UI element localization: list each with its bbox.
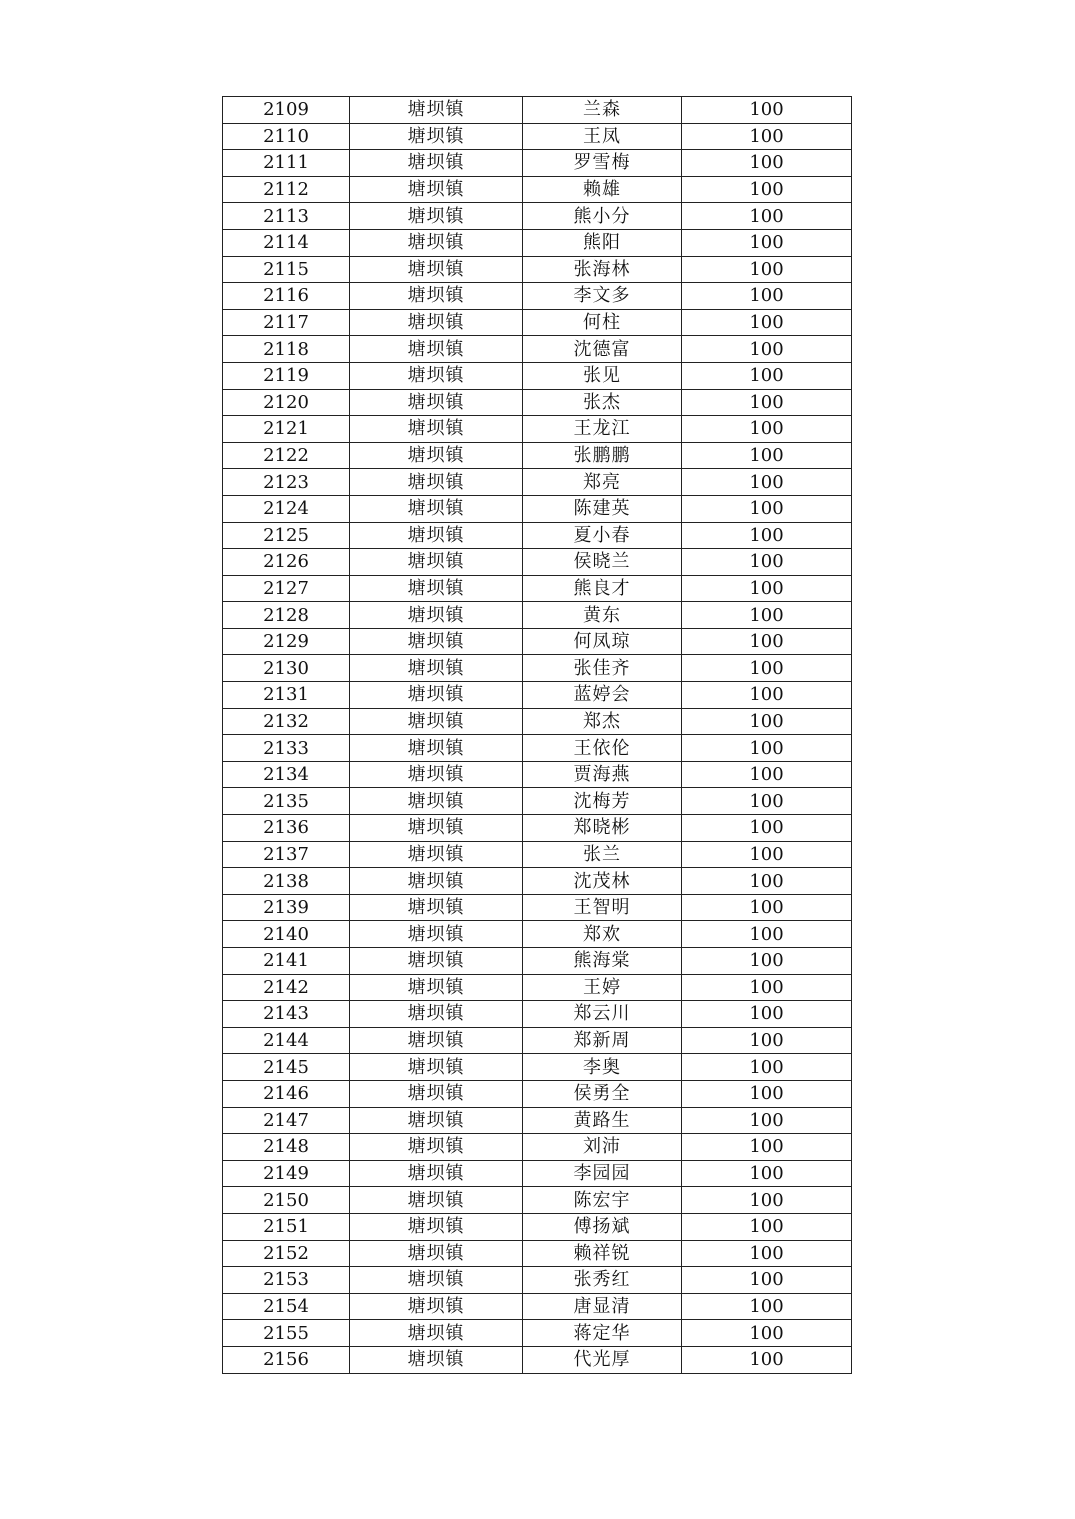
row-number-cell: 2138 xyxy=(223,868,350,895)
town-cell: 塘坝镇 xyxy=(350,283,523,310)
amount-cell: 100 xyxy=(682,123,852,150)
person-name-cell: 何柱 xyxy=(523,309,682,336)
row-number-cell: 2139 xyxy=(223,894,350,921)
row-number-cell: 2133 xyxy=(223,735,350,762)
row-number-cell: 2131 xyxy=(223,682,350,709)
person-name-cell: 黄路生 xyxy=(523,1107,682,1134)
row-number-cell: 2148 xyxy=(223,1134,350,1161)
town-cell: 塘坝镇 xyxy=(350,575,523,602)
table-row xyxy=(223,522,852,549)
town-cell: 塘坝镇 xyxy=(350,150,523,177)
row-number-cell: 2143 xyxy=(223,1001,350,1028)
table-row xyxy=(223,841,852,868)
row-number-cell: 2156 xyxy=(223,1346,350,1373)
row-number-cell: 2130 xyxy=(223,655,350,682)
amount-cell: 100 xyxy=(682,841,852,868)
town-cell: 塘坝镇 xyxy=(350,894,523,921)
table-row xyxy=(223,708,852,735)
row-number-cell: 2128 xyxy=(223,602,350,629)
person-name-cell: 郑杰 xyxy=(523,708,682,735)
table-row xyxy=(223,894,852,921)
table-row xyxy=(223,602,852,629)
town-cell: 塘坝镇 xyxy=(350,495,523,522)
person-name-cell: 郑新周 xyxy=(523,1027,682,1054)
amount-cell: 100 xyxy=(682,1134,852,1161)
person-name-cell: 王智明 xyxy=(523,894,682,921)
amount-cell: 100 xyxy=(682,389,852,416)
person-name-cell: 熊小分 xyxy=(523,203,682,230)
person-name-cell: 沈德富 xyxy=(523,336,682,363)
town-cell: 塘坝镇 xyxy=(350,788,523,815)
town-cell: 塘坝镇 xyxy=(350,229,523,256)
roster-table-body xyxy=(223,97,852,1374)
town-cell: 塘坝镇 xyxy=(350,682,523,709)
amount-cell: 100 xyxy=(682,97,852,124)
amount-cell: 100 xyxy=(682,815,852,842)
amount-cell: 100 xyxy=(682,469,852,496)
town-cell: 塘坝镇 xyxy=(350,628,523,655)
table-row xyxy=(223,1080,852,1107)
row-number-cell: 2113 xyxy=(223,203,350,230)
amount-cell: 100 xyxy=(682,1054,852,1081)
table-row xyxy=(223,761,852,788)
amount-cell: 100 xyxy=(682,522,852,549)
row-number-cell: 2150 xyxy=(223,1187,350,1214)
amount-cell: 100 xyxy=(682,283,852,310)
person-name-cell: 刘沛 xyxy=(523,1134,682,1161)
person-name-cell: 陈宏宇 xyxy=(523,1187,682,1214)
town-cell: 塘坝镇 xyxy=(350,97,523,124)
row-number-cell: 2117 xyxy=(223,309,350,336)
table-row xyxy=(223,921,852,948)
town-cell: 塘坝镇 xyxy=(350,1107,523,1134)
row-number-cell: 2112 xyxy=(223,176,350,203)
table-row xyxy=(223,203,852,230)
amount-cell: 100 xyxy=(682,1293,852,1320)
table-row xyxy=(223,1001,852,1028)
table-row xyxy=(223,1240,852,1267)
town-cell: 塘坝镇 xyxy=(350,602,523,629)
person-name-cell: 王婷 xyxy=(523,974,682,1001)
person-name-cell: 侯勇全 xyxy=(523,1080,682,1107)
person-name-cell: 沈梅芳 xyxy=(523,788,682,815)
person-name-cell: 黄东 xyxy=(523,602,682,629)
row-number-cell: 2118 xyxy=(223,336,350,363)
table-row xyxy=(223,495,852,522)
town-cell: 塘坝镇 xyxy=(350,948,523,975)
town-cell: 塘坝镇 xyxy=(350,921,523,948)
amount-cell: 100 xyxy=(682,416,852,443)
row-number-cell: 2122 xyxy=(223,442,350,469)
town-cell: 塘坝镇 xyxy=(350,1001,523,1028)
person-name-cell: 李奥 xyxy=(523,1054,682,1081)
table-row xyxy=(223,549,852,576)
row-number-cell: 2142 xyxy=(223,974,350,1001)
person-name-cell: 张佳齐 xyxy=(523,655,682,682)
table-row xyxy=(223,735,852,762)
row-number-cell: 2134 xyxy=(223,761,350,788)
row-number-cell: 2153 xyxy=(223,1267,350,1294)
amount-cell: 100 xyxy=(682,761,852,788)
row-number-cell: 2136 xyxy=(223,815,350,842)
amount-cell: 100 xyxy=(682,628,852,655)
table-row xyxy=(223,283,852,310)
town-cell: 塘坝镇 xyxy=(350,1160,523,1187)
table-row xyxy=(223,575,852,602)
town-cell: 塘坝镇 xyxy=(350,841,523,868)
town-cell: 塘坝镇 xyxy=(350,655,523,682)
row-number-cell: 2151 xyxy=(223,1213,350,1240)
amount-cell: 100 xyxy=(682,176,852,203)
table-row xyxy=(223,469,852,496)
amount-cell: 100 xyxy=(682,495,852,522)
row-number-cell: 2147 xyxy=(223,1107,350,1134)
amount-cell: 100 xyxy=(682,708,852,735)
town-cell: 塘坝镇 xyxy=(350,1346,523,1373)
row-number-cell: 2127 xyxy=(223,575,350,602)
amount-cell: 100 xyxy=(682,948,852,975)
table-row xyxy=(223,1160,852,1187)
amount-cell: 100 xyxy=(682,682,852,709)
person-name-cell: 陈建英 xyxy=(523,495,682,522)
row-number-cell: 2116 xyxy=(223,283,350,310)
row-number-cell: 2154 xyxy=(223,1293,350,1320)
town-cell: 塘坝镇 xyxy=(350,1293,523,1320)
amount-cell: 100 xyxy=(682,1160,852,1187)
table-row xyxy=(223,655,852,682)
row-number-cell: 2109 xyxy=(223,97,350,124)
table-row xyxy=(223,1346,852,1373)
row-number-cell: 2125 xyxy=(223,522,350,549)
town-cell: 塘坝镇 xyxy=(350,1134,523,1161)
town-cell: 塘坝镇 xyxy=(350,1187,523,1214)
row-number-cell: 2146 xyxy=(223,1080,350,1107)
person-name-cell: 夏小春 xyxy=(523,522,682,549)
row-number-cell: 2115 xyxy=(223,256,350,283)
amount-cell: 100 xyxy=(682,1267,852,1294)
person-name-cell: 郑晓彬 xyxy=(523,815,682,842)
table-row xyxy=(223,97,852,124)
person-name-cell: 兰森 xyxy=(523,97,682,124)
town-cell: 塘坝镇 xyxy=(350,868,523,895)
amount-cell: 100 xyxy=(682,1107,852,1134)
person-name-cell: 熊阳 xyxy=(523,229,682,256)
row-number-cell: 2149 xyxy=(223,1160,350,1187)
row-number-cell: 2121 xyxy=(223,416,350,443)
person-name-cell: 张杰 xyxy=(523,389,682,416)
row-number-cell: 2141 xyxy=(223,948,350,975)
town-cell: 塘坝镇 xyxy=(350,1213,523,1240)
table-row xyxy=(223,229,852,256)
row-number-cell: 2137 xyxy=(223,841,350,868)
amount-cell: 100 xyxy=(682,362,852,389)
person-name-cell: 沈茂林 xyxy=(523,868,682,895)
person-name-cell: 傅扬斌 xyxy=(523,1213,682,1240)
table-row xyxy=(223,362,852,389)
amount-cell: 100 xyxy=(682,868,852,895)
town-cell: 塘坝镇 xyxy=(350,549,523,576)
table-row xyxy=(223,336,852,363)
amount-cell: 100 xyxy=(682,549,852,576)
table-row xyxy=(223,1187,852,1214)
amount-cell: 100 xyxy=(682,1240,852,1267)
person-name-cell: 王龙江 xyxy=(523,416,682,443)
town-cell: 塘坝镇 xyxy=(350,761,523,788)
subsidy-roster-table xyxy=(222,96,852,1374)
table-row xyxy=(223,389,852,416)
amount-cell: 100 xyxy=(682,974,852,1001)
amount-cell: 100 xyxy=(682,1213,852,1240)
person-name-cell: 郑云川 xyxy=(523,1001,682,1028)
amount-cell: 100 xyxy=(682,229,852,256)
person-name-cell: 何凤琼 xyxy=(523,628,682,655)
amount-cell: 100 xyxy=(682,655,852,682)
table-row xyxy=(223,442,852,469)
town-cell: 塘坝镇 xyxy=(350,1027,523,1054)
table-row xyxy=(223,416,852,443)
amount-cell: 100 xyxy=(682,735,852,762)
person-name-cell: 蓝婷会 xyxy=(523,682,682,709)
town-cell: 塘坝镇 xyxy=(350,256,523,283)
table-row xyxy=(223,682,852,709)
row-number-cell: 2124 xyxy=(223,495,350,522)
amount-cell: 100 xyxy=(682,1346,852,1373)
amount-cell: 100 xyxy=(682,788,852,815)
person-name-cell: 王依伦 xyxy=(523,735,682,762)
town-cell: 塘坝镇 xyxy=(350,389,523,416)
table-row xyxy=(223,1107,852,1134)
table-row xyxy=(223,1134,852,1161)
amount-cell: 100 xyxy=(682,894,852,921)
person-name-cell: 侯晓兰 xyxy=(523,549,682,576)
table-row xyxy=(223,1213,852,1240)
row-number-cell: 2126 xyxy=(223,549,350,576)
person-name-cell: 熊海棠 xyxy=(523,948,682,975)
person-name-cell: 李园园 xyxy=(523,1160,682,1187)
table-row xyxy=(223,1293,852,1320)
town-cell: 塘坝镇 xyxy=(350,1240,523,1267)
town-cell: 塘坝镇 xyxy=(350,974,523,1001)
person-name-cell: 郑欢 xyxy=(523,921,682,948)
person-name-cell: 赖雄 xyxy=(523,176,682,203)
person-name-cell: 熊良才 xyxy=(523,575,682,602)
amount-cell: 100 xyxy=(682,203,852,230)
row-number-cell: 2129 xyxy=(223,628,350,655)
person-name-cell: 张见 xyxy=(523,362,682,389)
row-number-cell: 2145 xyxy=(223,1054,350,1081)
person-name-cell: 张兰 xyxy=(523,841,682,868)
amount-cell: 100 xyxy=(682,602,852,629)
amount-cell: 100 xyxy=(682,309,852,336)
town-cell: 塘坝镇 xyxy=(350,203,523,230)
table-row xyxy=(223,1267,852,1294)
row-number-cell: 2152 xyxy=(223,1240,350,1267)
table-row xyxy=(223,948,852,975)
person-name-cell: 赖祥锐 xyxy=(523,1240,682,1267)
person-name-cell: 李文多 xyxy=(523,283,682,310)
row-number-cell: 2111 xyxy=(223,150,350,177)
town-cell: 塘坝镇 xyxy=(350,416,523,443)
amount-cell: 100 xyxy=(682,150,852,177)
amount-cell: 100 xyxy=(682,442,852,469)
row-number-cell: 2114 xyxy=(223,229,350,256)
amount-cell: 100 xyxy=(682,1001,852,1028)
town-cell: 塘坝镇 xyxy=(350,815,523,842)
amount-cell: 100 xyxy=(682,1027,852,1054)
table-row xyxy=(223,1027,852,1054)
town-cell: 塘坝镇 xyxy=(350,442,523,469)
town-cell: 塘坝镇 xyxy=(350,735,523,762)
town-cell: 塘坝镇 xyxy=(350,176,523,203)
amount-cell: 100 xyxy=(682,1187,852,1214)
table-row xyxy=(223,788,852,815)
person-name-cell: 张秀红 xyxy=(523,1267,682,1294)
person-name-cell: 王凤 xyxy=(523,123,682,150)
town-cell: 塘坝镇 xyxy=(350,469,523,496)
amount-cell: 100 xyxy=(682,256,852,283)
table-row xyxy=(223,123,852,150)
person-name-cell: 贾海燕 xyxy=(523,761,682,788)
town-cell: 塘坝镇 xyxy=(350,522,523,549)
person-name-cell: 唐显清 xyxy=(523,1293,682,1320)
row-number-cell: 2119 xyxy=(223,362,350,389)
town-cell: 塘坝镇 xyxy=(350,362,523,389)
table-row xyxy=(223,974,852,1001)
table-row xyxy=(223,176,852,203)
town-cell: 塘坝镇 xyxy=(350,336,523,363)
town-cell: 塘坝镇 xyxy=(350,309,523,336)
amount-cell: 100 xyxy=(682,1320,852,1347)
amount-cell: 100 xyxy=(682,1080,852,1107)
person-name-cell: 张海林 xyxy=(523,256,682,283)
town-cell: 塘坝镇 xyxy=(350,1054,523,1081)
row-number-cell: 2144 xyxy=(223,1027,350,1054)
town-cell: 塘坝镇 xyxy=(350,123,523,150)
row-number-cell: 2135 xyxy=(223,788,350,815)
town-cell: 塘坝镇 xyxy=(350,1320,523,1347)
person-name-cell: 罗雪梅 xyxy=(523,150,682,177)
town-cell: 塘坝镇 xyxy=(350,1080,523,1107)
town-cell: 塘坝镇 xyxy=(350,708,523,735)
row-number-cell: 2123 xyxy=(223,469,350,496)
table-row xyxy=(223,815,852,842)
amount-cell: 100 xyxy=(682,575,852,602)
person-name-cell: 郑亮 xyxy=(523,469,682,496)
table-row xyxy=(223,309,852,336)
table-row xyxy=(223,150,852,177)
amount-cell: 100 xyxy=(682,921,852,948)
row-number-cell: 2140 xyxy=(223,921,350,948)
amount-cell: 100 xyxy=(682,336,852,363)
table-row xyxy=(223,1054,852,1081)
table-row xyxy=(223,868,852,895)
table-row xyxy=(223,256,852,283)
row-number-cell: 2120 xyxy=(223,389,350,416)
town-cell: 塘坝镇 xyxy=(350,1267,523,1294)
row-number-cell: 2155 xyxy=(223,1320,350,1347)
table-row xyxy=(223,628,852,655)
table-row xyxy=(223,1320,852,1347)
row-number-cell: 2132 xyxy=(223,708,350,735)
person-name-cell: 张鹏鹏 xyxy=(523,442,682,469)
person-name-cell: 代光厚 xyxy=(523,1346,682,1373)
row-number-cell: 2110 xyxy=(223,123,350,150)
person-name-cell: 蒋定华 xyxy=(523,1320,682,1347)
